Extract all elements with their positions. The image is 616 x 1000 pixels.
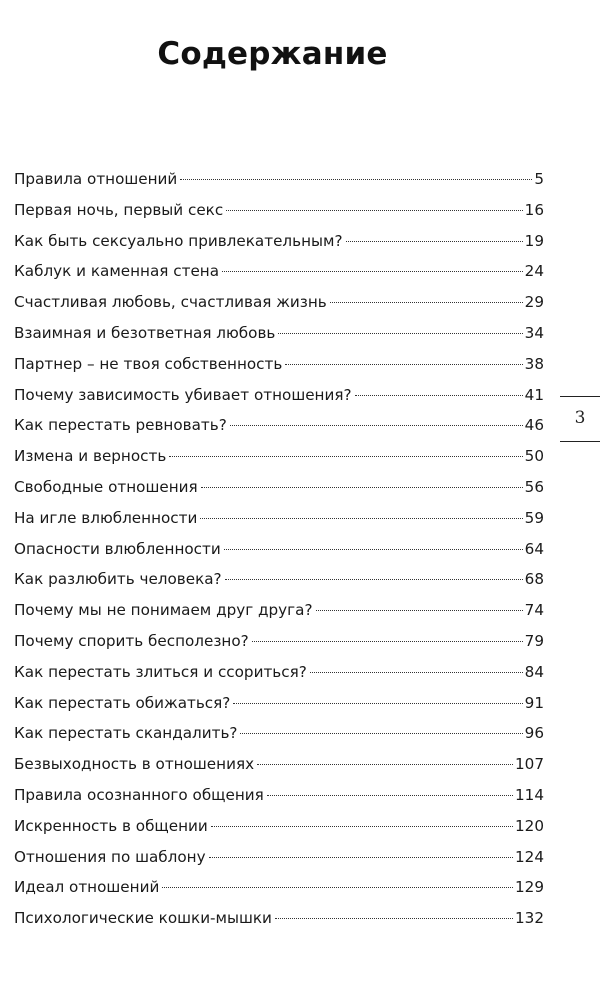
dot-leader bbox=[201, 487, 523, 488]
toc-entry-title: Правила отношений bbox=[14, 170, 178, 188]
toc-entry-page: 5 bbox=[534, 170, 544, 188]
toc-entry bbox=[14, 256, 544, 287]
toc-entry bbox=[14, 195, 544, 226]
dot-leader bbox=[346, 241, 523, 242]
toc-entry-page: 16 bbox=[524, 200, 544, 219]
toc-entry-page: 19 bbox=[524, 231, 544, 250]
toc-entry-page: 96 bbox=[524, 724, 544, 743]
toc-entry bbox=[14, 626, 544, 657]
toc-entry bbox=[14, 718, 544, 749]
toc-entry-title: Почему спорить бесполезно? bbox=[14, 631, 249, 650]
dot-leader bbox=[267, 795, 513, 796]
dot-leader bbox=[169, 456, 522, 457]
toc-entry-page: 124 bbox=[515, 847, 544, 866]
toc-entry-title: Почему зависимость убивает отношения? bbox=[14, 385, 352, 404]
toc-entry-page: 59 bbox=[524, 508, 544, 527]
toc-entry-title: Партнер – не твоя собственность bbox=[14, 354, 283, 373]
toc-entry bbox=[14, 688, 544, 719]
toc-entry-title: Как перестать обижаться? bbox=[14, 693, 231, 712]
toc-entry-title: Отношения по шаблону bbox=[14, 847, 206, 866]
page-title: Содержание bbox=[157, 36, 388, 72]
toc-entry-title: Взаимная и безответная любовь bbox=[14, 323, 276, 342]
toc-entry bbox=[14, 226, 544, 257]
dot-leader bbox=[278, 333, 522, 334]
dot-leader bbox=[211, 826, 513, 827]
page-number: 3 bbox=[574, 408, 586, 428]
dot-leader bbox=[225, 579, 523, 580]
toc-entry-title: Как перестать злиться и ссориться? bbox=[14, 662, 307, 681]
toc-entry-title: Идеал отношений bbox=[14, 878, 160, 897]
toc-entry bbox=[14, 287, 544, 318]
toc-entry-title: Первая ночь, первый секс bbox=[14, 200, 224, 219]
toc-entry bbox=[14, 842, 544, 873]
toc-entry bbox=[14, 657, 544, 688]
toc-entry-page: 41 bbox=[524, 385, 544, 404]
toc-entry-page: 84 bbox=[524, 662, 544, 681]
toc-entry-page: 107 bbox=[515, 755, 544, 774]
dot-leader bbox=[162, 887, 513, 888]
toc-entry-title: Счастливая любовь, счастливая жизнь bbox=[14, 293, 327, 312]
toc-entry bbox=[14, 441, 544, 472]
toc-entry-page: 50 bbox=[524, 447, 544, 466]
toc-entry-title: Как быть сексуально привлекательным? bbox=[14, 231, 343, 250]
toc-entry-page: 56 bbox=[524, 477, 544, 496]
toc-entry bbox=[14, 749, 544, 780]
toc-entry bbox=[14, 503, 544, 534]
dot-leader bbox=[355, 395, 523, 396]
toc-entry-title: Почему мы не понимаем друг друга? bbox=[14, 601, 313, 620]
dot-leader bbox=[240, 733, 522, 734]
toc-entry-page: 68 bbox=[524, 570, 544, 589]
toc-entry bbox=[14, 780, 544, 811]
toc-entry-title: Как разлюбить человека? bbox=[14, 570, 222, 589]
toc-entry-title: Опасности влюбленности bbox=[14, 539, 221, 558]
toc-entry-title: Как перестать ревновать? bbox=[14, 416, 227, 435]
toc-entry-title: Безвыходность в отношениях bbox=[14, 755, 255, 774]
toc-entry bbox=[14, 318, 544, 349]
dot-leader bbox=[230, 425, 523, 426]
toc-entry-page: 120 bbox=[515, 816, 544, 835]
toc-entry bbox=[14, 349, 544, 380]
table-of-contents bbox=[14, 164, 544, 934]
toc-entry-page: 46 bbox=[524, 416, 544, 435]
dot-leader bbox=[316, 610, 523, 611]
toc-entry-title: Свободные отношения bbox=[14, 477, 198, 496]
dot-leader bbox=[200, 518, 522, 519]
dot-leader bbox=[226, 210, 522, 211]
dot-leader bbox=[252, 641, 523, 642]
toc-entry bbox=[14, 564, 544, 595]
toc-entry-title: На игле влюбленности bbox=[14, 508, 198, 527]
toc-entry-page: 38 bbox=[524, 354, 544, 373]
toc-entry bbox=[14, 872, 544, 903]
dot-leader bbox=[257, 764, 513, 765]
toc-entry-page: 29 bbox=[524, 293, 544, 312]
toc-entry-title: Искренность в общении bbox=[14, 816, 208, 835]
toc-entry bbox=[14, 472, 544, 503]
toc-entry-title: Правила осознанного общения bbox=[14, 785, 264, 804]
dot-leader bbox=[275, 918, 513, 919]
toc-entry-title: Каблук и каменная стена bbox=[14, 262, 220, 281]
dot-leader bbox=[233, 703, 522, 704]
toc-entry bbox=[14, 164, 544, 195]
toc-entry-page: 129 bbox=[515, 878, 544, 897]
toc-entry-title: Как перестать скандалить? bbox=[14, 724, 238, 743]
toc-entry-title: Психологические кошки-мышки bbox=[14, 909, 272, 928]
toc-entry bbox=[14, 410, 544, 441]
toc-entry-page: 132 bbox=[515, 909, 544, 928]
toc-entry bbox=[14, 811, 544, 842]
toc-entry-page: 114 bbox=[515, 785, 544, 804]
toc-entry-page: 34 bbox=[524, 323, 544, 342]
toc-entry-page: 91 bbox=[524, 693, 544, 712]
toc-entry-page: 24 bbox=[524, 262, 544, 281]
toc-entry-page: 74 bbox=[524, 601, 544, 620]
dot-leader bbox=[310, 672, 523, 673]
dot-leader bbox=[180, 179, 532, 180]
dot-leader bbox=[222, 271, 523, 272]
toc-entry-page: 79 bbox=[524, 631, 544, 650]
page-number-marker bbox=[560, 396, 600, 442]
dot-leader bbox=[330, 302, 523, 303]
toc-entry-title: Измена и верность bbox=[14, 447, 167, 466]
dot-leader bbox=[209, 857, 513, 858]
toc-entry bbox=[14, 534, 544, 565]
dot-leader bbox=[224, 549, 523, 550]
toc-entry-page: 64 bbox=[524, 539, 544, 558]
dot-leader bbox=[285, 364, 522, 365]
toc-entry bbox=[14, 595, 544, 626]
toc-entry bbox=[14, 903, 544, 934]
toc-entry bbox=[14, 380, 544, 411]
